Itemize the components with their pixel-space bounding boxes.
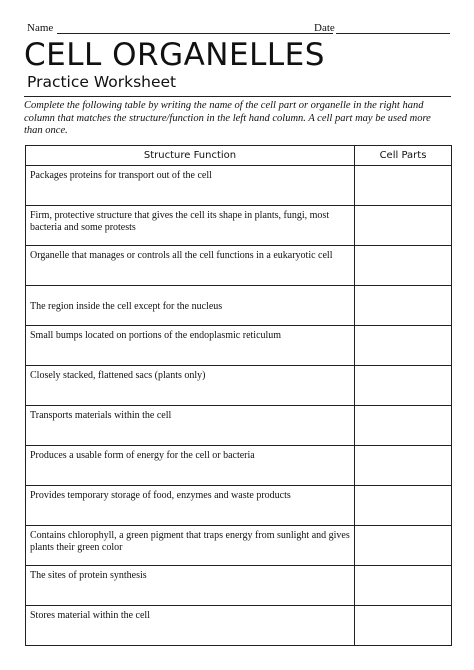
structure-function-cell: Closely stacked, flattened sacs (plants only) — [26, 366, 355, 406]
table-row — [26, 326, 452, 366]
cell-part-answer-cell[interactable] — [355, 406, 452, 446]
structure-function-cell: Provides temporary storage of food, enzymes and waste products — [26, 486, 355, 526]
cell-part-answer-cell[interactable] — [355, 566, 452, 606]
name-label: Name — [27, 22, 54, 34]
structure-function-cell: Packages proteins for transport out of the cell — [26, 166, 355, 206]
table-row — [26, 406, 452, 446]
column-header-cell-parts: Cell Parts — [355, 146, 452, 166]
cell-part-answer-cell[interactable] — [355, 286, 452, 326]
structure-function-cell: Small bumps located on portions of the endoplasmic reticulum — [26, 326, 355, 366]
cell-part-answer-cell[interactable] — [355, 366, 452, 406]
cell-part-answer-cell[interactable] — [355, 446, 452, 486]
date-blank-line[interactable] — [336, 33, 450, 34]
table-row — [26, 526, 452, 566]
cell-part-answer-cell[interactable] — [355, 326, 452, 366]
table-header-row — [26, 146, 452, 166]
table-row — [26, 606, 452, 646]
worksheet-title: CELL ORGANELLES — [24, 37, 325, 73]
date-label: Date — [314, 22, 335, 34]
structure-function-cell: Stores material within the cell — [26, 606, 355, 646]
name-date-row — [27, 22, 451, 36]
cell-part-answer-cell[interactable] — [355, 166, 452, 206]
title-divider — [24, 96, 451, 97]
table-row — [26, 566, 452, 606]
structure-function-cell: Transports materials within the cell — [26, 406, 355, 446]
table-row — [26, 166, 452, 206]
instructions-text: Complete the following table by writing the name of the cell part or organelle in the right hand column that matches the structure/function in the left hand column. A cell part may be used more than once. — [24, 100, 431, 136]
table-row — [26, 206, 452, 246]
table-row — [26, 286, 452, 326]
organelle-table — [25, 145, 452, 646]
structure-function-cell: Organelle that manages or controls all the cell functions in a eukaryotic cell — [26, 246, 355, 286]
table-row — [26, 446, 452, 486]
cell-part-answer-cell[interactable] — [355, 486, 452, 526]
name-blank-line[interactable] — [57, 33, 333, 34]
structure-function-cell: Firm, protective structure that gives the cell its shape in plants, fungi, most bacteria and some protests — [26, 206, 355, 246]
cell-part-answer-cell[interactable] — [355, 606, 452, 646]
column-header-structure-function: Structure Function — [26, 146, 355, 166]
cell-part-answer-cell[interactable] — [355, 526, 452, 566]
structure-function-cell: Contains chlorophyll, a green pigment that traps energy from sunlight and gives plants their green color — [26, 526, 355, 566]
structure-function-cell: The region inside the cell except for the nucleus — [26, 286, 355, 326]
table-row — [26, 486, 452, 526]
table-row — [26, 366, 452, 406]
worksheet-subtitle: Practice Worksheet — [27, 73, 177, 91]
cell-part-answer-cell[interactable] — [355, 206, 452, 246]
structure-function-cell: The sites of protein synthesis — [26, 566, 355, 606]
structure-function-cell: Produces a usable form of energy for the cell or bacteria — [26, 446, 355, 486]
cell-part-answer-cell[interactable] — [355, 246, 452, 286]
table-row — [26, 246, 452, 286]
